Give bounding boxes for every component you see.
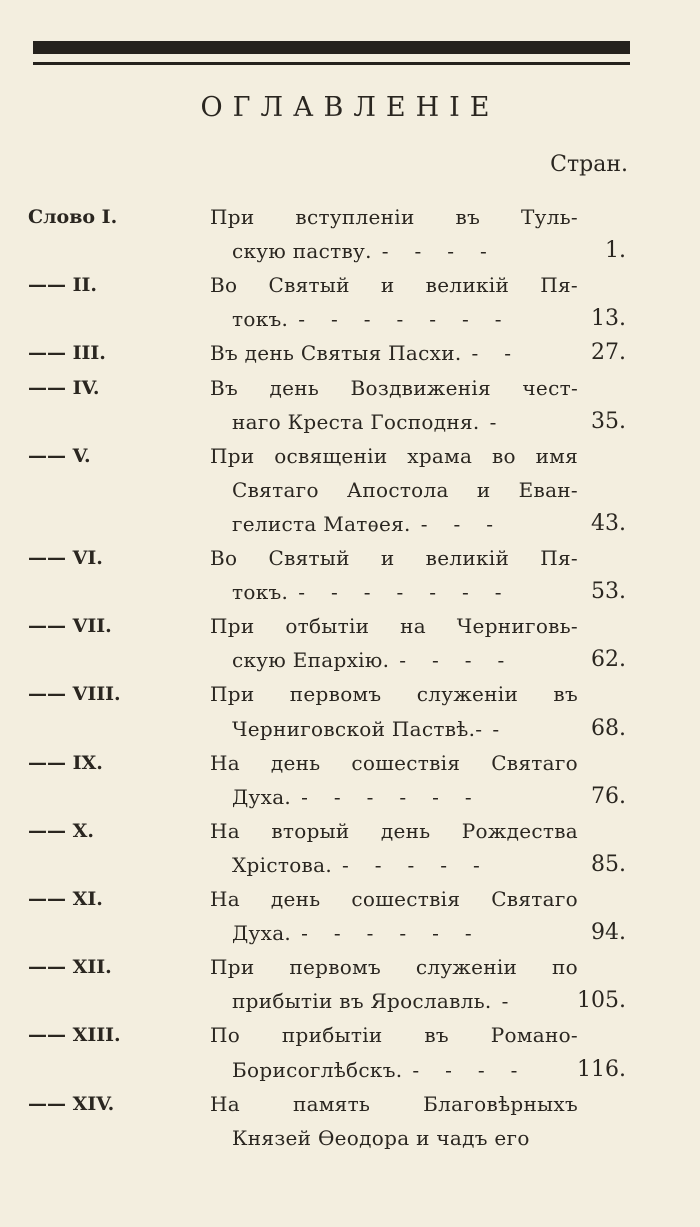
toc-entry-title-line: гелиста Матѳея. ---: [232, 511, 519, 536]
toc-entry-number: —— IX.: [28, 751, 103, 774]
toc-entry-number: —— VIII.: [28, 683, 121, 706]
dot-leader: -: [501, 989, 535, 1014]
dot-leader: -----: [342, 852, 506, 877]
toc-page-number: 1.: [605, 238, 626, 264]
page-title: ОГЛАВЛЕНІЕ: [200, 92, 500, 123]
toc-page-number: 68.: [591, 715, 626, 741]
toc-page-number: 105.: [577, 988, 626, 1014]
toc-page-number: 27.: [591, 340, 626, 366]
dot-leader: -------: [298, 307, 528, 332]
header-rule-thick: [33, 41, 630, 54]
toc-entry-title-line: При освященіи храма во имя: [210, 443, 578, 468]
dot-leader: -: [492, 716, 526, 741]
toc-entry-number: —— VI.: [28, 547, 103, 569]
toc-page-number: 62.: [591, 647, 626, 673]
toc-entry-title-line: токъ. -------: [232, 580, 528, 605]
dot-leader: ----: [412, 1057, 544, 1082]
toc-entry-number: —— VII.: [28, 615, 112, 638]
toc-page-number: 116.: [577, 1056, 626, 1082]
toc-entry-title-line: скую Епархію. ----: [232, 648, 531, 673]
toc-entry-number: —— III.: [28, 342, 106, 365]
toc-entry-title-line: На память Благовѣрныхъ: [210, 1091, 578, 1116]
toc-page-number: 43.: [591, 510, 626, 536]
toc-page-number: 85.: [591, 851, 626, 877]
toc-entry-title-line: Святаго Апостола и Еван-: [232, 477, 578, 502]
header-rule-thin: [33, 62, 630, 65]
toc-entry-title-line: Духа. ------: [232, 921, 498, 946]
toc-entry-title-line: На день сошествія Святаго: [210, 887, 578, 911]
toc-entry-title-line: токъ. -------: [232, 307, 528, 332]
toc-entry-number: —— II.: [28, 274, 98, 297]
toc-entry-title-line: По прибытіи въ Романо-: [210, 1023, 578, 1048]
toc-entry-number: —— XIV.: [28, 1092, 115, 1115]
toc-entry-title-line: Въ день Воздвиженія чест-: [210, 375, 578, 400]
toc-entry-title-line: Борисоглѣбскъ. ----: [232, 1057, 544, 1082]
toc-entry-number: —— X.: [28, 819, 94, 842]
toc-entry-title-line: На вторый день Рождества: [210, 818, 578, 843]
toc-entry-number: —— XII.: [28, 956, 112, 979]
toc-entry-title-line: прибытіи въ Ярославль. -: [232, 989, 535, 1014]
dot-leader: ---: [420, 511, 519, 536]
toc-entry-title-line: Въ день Святыя Пасхи. --: [210, 341, 537, 366]
toc-entry-title-line: При отбытіи на Черниговь-: [210, 614, 578, 639]
toc-entry-title-line: скую паству. ----: [232, 239, 513, 264]
toc-entry-title-line: При первомъ служеніи по: [210, 955, 578, 980]
toc-entry-number: —— IV.: [28, 376, 100, 399]
dot-leader: --: [471, 341, 537, 366]
toc-entry-title-line: Князей Ѳеодора и чадъ его: [232, 1125, 530, 1150]
toc-entry-number: —— V.: [28, 444, 91, 467]
toc-entry-title-line: Во Святый и великій Пя-: [210, 273, 578, 298]
toc-entry-number: —— XI.: [28, 888, 103, 910]
toc-entry-number: —— XIII.: [28, 1024, 121, 1047]
toc-entry-title-line: При вступленіи въ Туль-: [210, 205, 578, 229]
toc-entry-title-line: На день сошествія Святаго: [210, 750, 578, 775]
toc-entry-title-line: Во Святый и великій Пя-: [210, 546, 578, 570]
dot-leader: -------: [298, 580, 528, 605]
dot-leader: ----: [399, 648, 531, 673]
toc-page-number: 76.: [591, 783, 626, 809]
dot-leader: ------: [301, 921, 498, 946]
dot-leader: ------: [301, 784, 498, 809]
toc-entry-title-line: При первомъ служеніи въ: [210, 682, 578, 707]
toc-page-number: 94.: [591, 920, 626, 946]
page-column-header: Стран.: [550, 152, 628, 177]
toc-page-number: 35.: [591, 408, 626, 434]
dot-leader: -: [489, 409, 523, 434]
toc-page-number: 53.: [591, 579, 626, 605]
toc-page-number: 13.: [591, 306, 626, 332]
toc-entry-title-line: Хрістова. -----: [232, 852, 506, 877]
dot-leader: ----: [381, 239, 513, 264]
toc-entry-number: Слово I.: [28, 206, 118, 228]
toc-entry-title-line: Духа. ------: [232, 784, 498, 809]
toc-entry-title-line: наго Креста Господня. -: [232, 409, 523, 434]
toc-entry-title-line: Черниговской Паствѣ.- -: [232, 716, 526, 741]
